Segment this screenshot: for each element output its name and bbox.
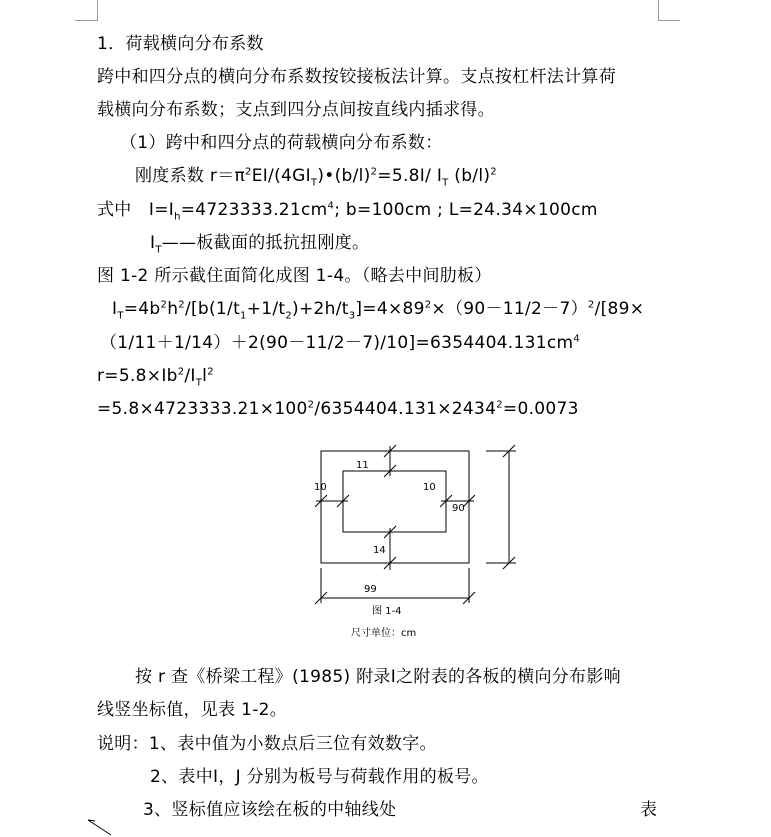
- corner-arrow-mark: [86, 818, 116, 837]
- formula-r-value: $=5.8\times 4723333.21\times 100^2/6354404.131\times 2434^2=0.0073$: [97, 399, 579, 419]
- page-corner-mark-right: [658, 0, 659, 20]
- definition-line: $I_T——$板截面的抵抗扭刚度。: [150, 233, 370, 256]
- paragraph-line: 载横向分布系数；支点到四分点间按直线内插求得。: [97, 100, 495, 120]
- section-heading: 1．荷载横向分布系数: [97, 34, 264, 54]
- note-item: 3、竖标值应该绘在板的中轴线处: [143, 800, 397, 820]
- dim-bottom-label: 14: [373, 545, 386, 556]
- note-item: 2、表中Ⅰ，J 分别为板号与荷载作用的板号。: [150, 767, 489, 787]
- note-heading: 说明：1、表中值为小数点后三位有效数字。: [97, 734, 437, 754]
- page-corner-mark-left-h: [75, 20, 98, 21]
- dim-inner-right-label: 10: [423, 482, 436, 493]
- paragraph-line: 图 1-2 所示截住面简化成图 1-4。（略去中间肋板）: [97, 266, 492, 286]
- formula-where: 式中 $I=I_h=4723333.21cm^4$; b=100cm ; L=24.34×100cm: [97, 200, 598, 223]
- formula-stiffness: 刚度系数 $r=\pi^2EI/(4GI_T)•(b/l)^2=5.8I/$ $I_T$ $(b/l)^2$: [135, 166, 497, 189]
- figure-unit: 尺寸单位：cm: [351, 628, 417, 639]
- trailing-char: 表: [640, 800, 658, 820]
- formula-r: $r=5.8\times Ib^2/I_Tl^2$: [97, 366, 214, 389]
- formula-torsion: $I_T=4b^2h^2/[b(1/t_1+1/t_2)+2h/t_3]=4\times 89^2\times(90-11/2-7)^2/[89\times$: [112, 299, 645, 322]
- dim-left-label: 10: [314, 482, 327, 493]
- sub-heading: （1）跨中和四分点的荷载横向分布系数：: [120, 133, 443, 153]
- page-corner-mark-left: [97, 0, 98, 20]
- page-corner-mark-right-h: [658, 20, 680, 21]
- inner-rect: [343, 471, 446, 532]
- paragraph-line: 按 r 查《桥梁工程》(1985) 附录Ⅰ之附表的各板的横向分布影响: [135, 667, 621, 687]
- paragraph-line: 跨中和四分点的横向分布系数按铰接板法计算。支点按杠杆法计算荷: [97, 67, 616, 87]
- formula-torsion-cont: $(1/11+1/14)+2(90-11/2-7)/10]=6354404.131cm^4$: [100, 333, 581, 353]
- dim-right-label: 90: [452, 503, 465, 514]
- figure-caption: 图 1-4: [372, 606, 402, 617]
- dim-top-label: 11: [356, 460, 369, 471]
- figure-box-section: [300, 440, 530, 645]
- dim-width-label: 99: [364, 584, 377, 595]
- paragraph-line: 线竖坐标值，见表 1-2。: [97, 700, 288, 720]
